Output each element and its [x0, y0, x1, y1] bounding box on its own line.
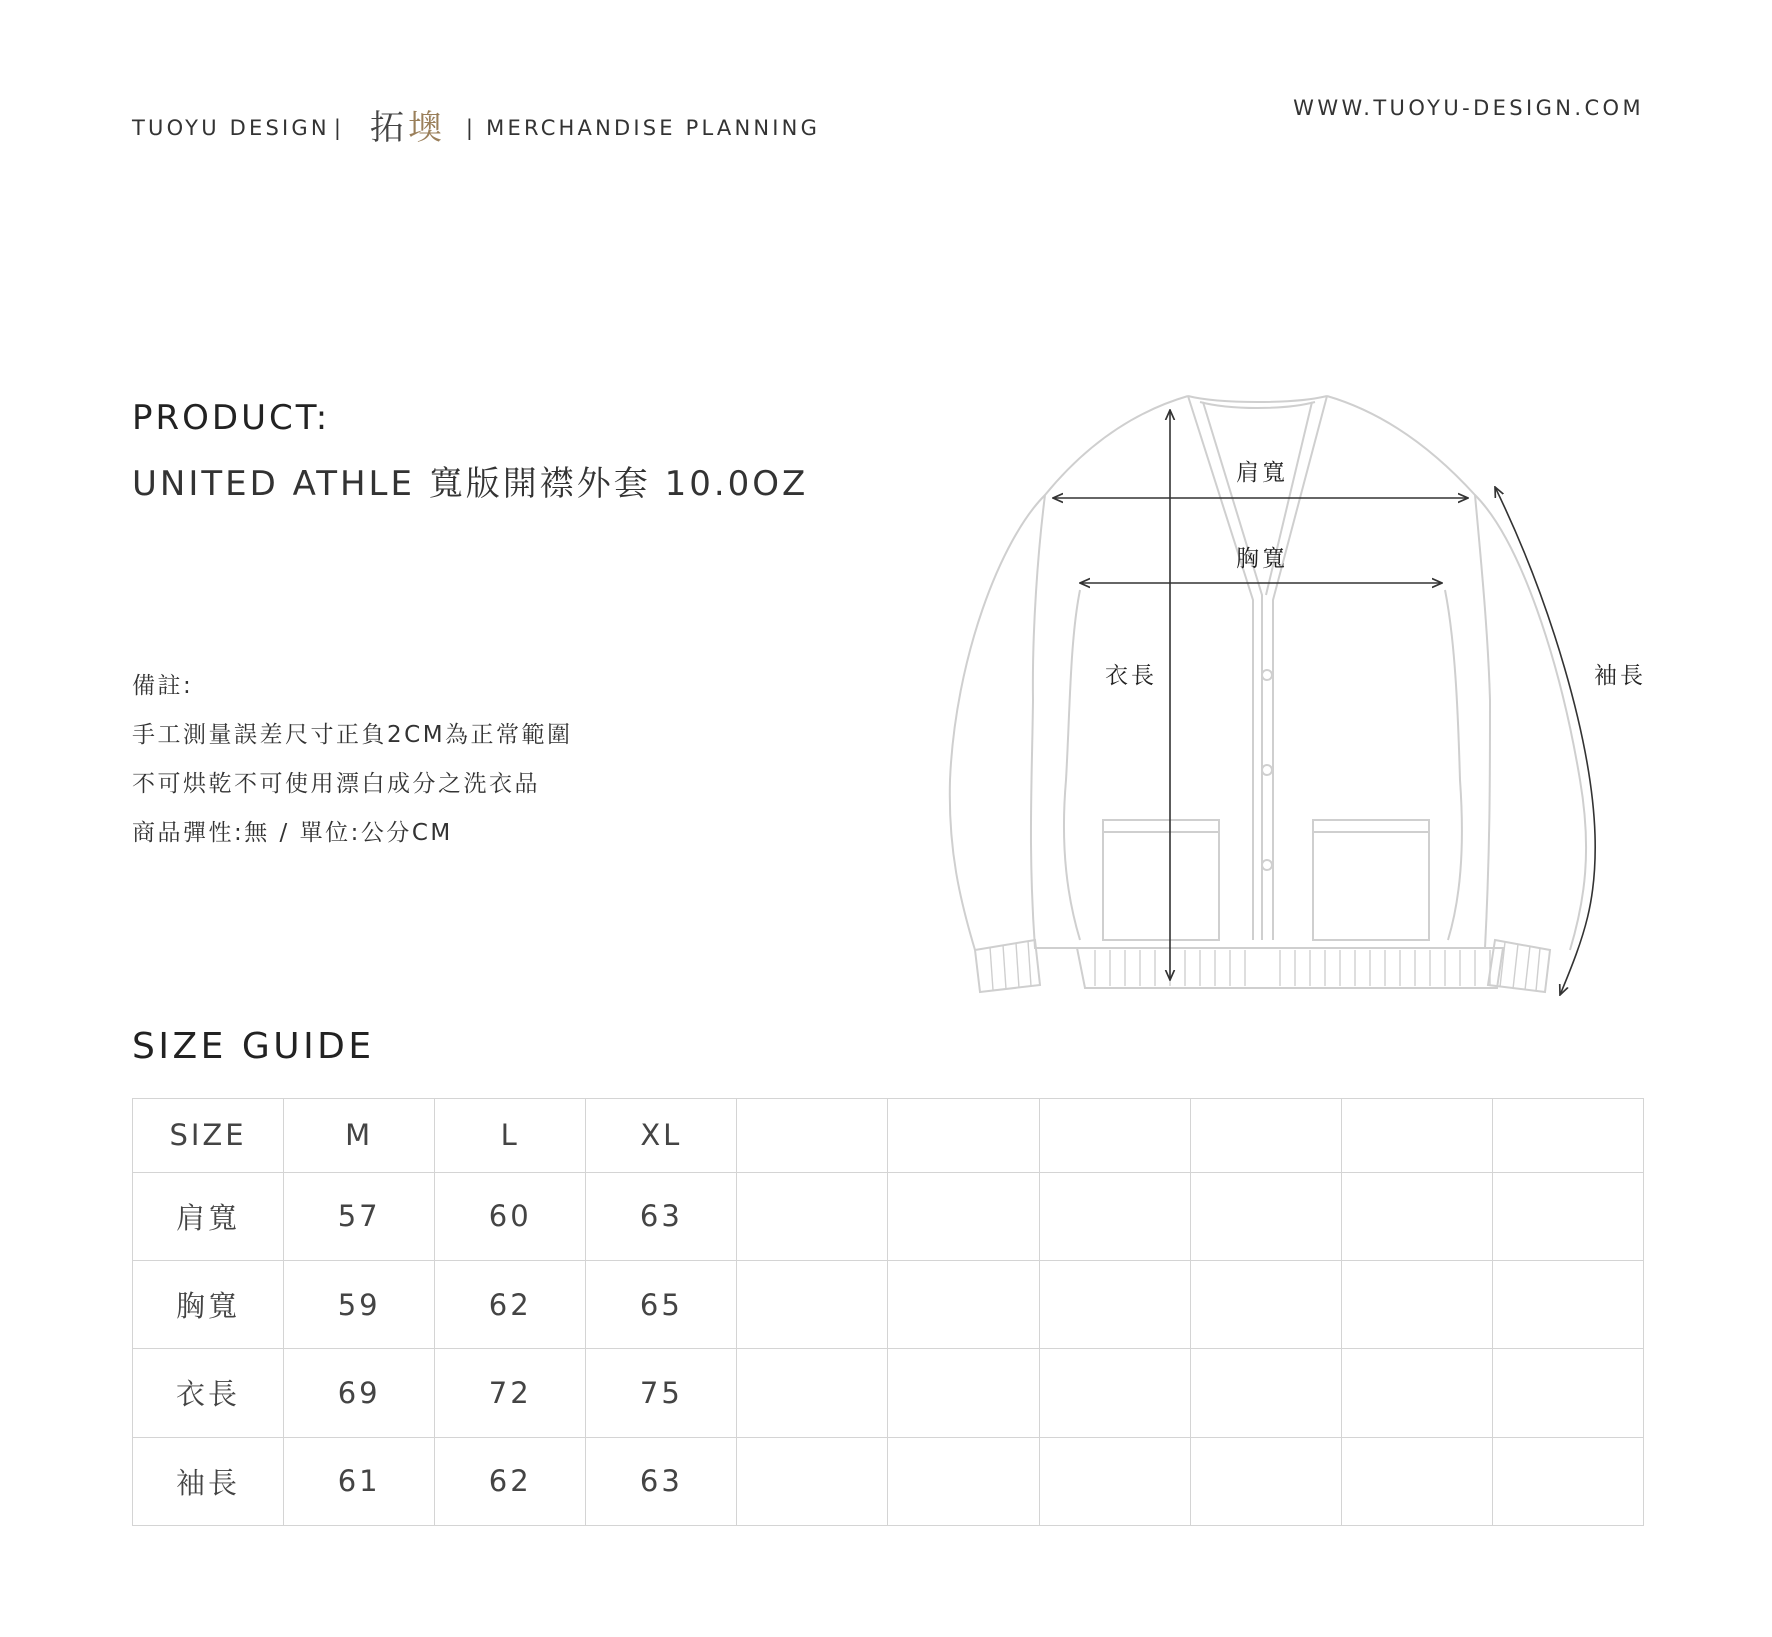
- table-row: [133, 1260, 1644, 1348]
- size-value-cell: [737, 1099, 888, 1173]
- page-header: [132, 86, 1644, 148]
- size-value-cell: [1341, 1172, 1492, 1260]
- brand-name: TUOYU DESIGN: [132, 116, 330, 140]
- logo-char-main: 拓: [369, 108, 408, 148]
- size-value-cell: [1341, 1349, 1492, 1437]
- brand-logo: [370, 108, 446, 148]
- row-label-cell: 袖長: [133, 1437, 284, 1525]
- size-value-cell: 62: [435, 1260, 586, 1348]
- size-value-cell: [1190, 1172, 1341, 1260]
- size-value-cell: [1341, 1260, 1492, 1348]
- product-label: PRODUCT:: [132, 398, 331, 438]
- size-value-cell: XL: [586, 1099, 737, 1173]
- row-label-cell: SIZE: [133, 1099, 284, 1173]
- size-value-cell: [1492, 1437, 1643, 1525]
- size-value-cell: 69: [284, 1349, 435, 1437]
- measurement-arrows: [1053, 410, 1595, 995]
- size-value-cell: [737, 1349, 888, 1437]
- size-value-cell: 62: [435, 1437, 586, 1525]
- size-value-cell: 63: [586, 1437, 737, 1525]
- product-name: UNITED ATHLE 寬版開襟外套 10.0OZ: [132, 464, 809, 504]
- brand-line: [132, 96, 821, 148]
- length-label: 衣長: [1105, 663, 1157, 689]
- size-value-cell: 65: [586, 1260, 737, 1348]
- care-notes: [132, 668, 573, 864]
- division-separator: |: [465, 116, 477, 140]
- logo-char-accent: 墺: [407, 108, 446, 148]
- notes-title: 備註:: [132, 673, 194, 699]
- size-value-cell: [1190, 1349, 1341, 1437]
- sleeve-label: 袖長: [1594, 663, 1646, 689]
- size-value-cell: [1190, 1260, 1341, 1348]
- row-label-cell: 肩寬: [133, 1172, 284, 1260]
- size-value-cell: [888, 1349, 1039, 1437]
- size-value-cell: L: [435, 1099, 586, 1173]
- row-label-cell: 衣長: [133, 1349, 284, 1437]
- size-value-cell: [737, 1437, 888, 1525]
- size-value-cell: [1039, 1099, 1190, 1173]
- garment-diagram: [920, 380, 1646, 1010]
- size-value-cell: [1492, 1260, 1643, 1348]
- size-table: [132, 1098, 1644, 1526]
- size-value-cell: [1341, 1437, 1492, 1525]
- brand-separator: |: [333, 116, 345, 140]
- website-url[interactable]: WWW.TUOYU-DESIGN.COM: [1293, 96, 1644, 120]
- size-value-cell: [888, 1172, 1039, 1260]
- size-value-cell: [888, 1099, 1039, 1173]
- size-value-cell: 60: [435, 1172, 586, 1260]
- table-row: [133, 1172, 1644, 1260]
- size-value-cell: [737, 1260, 888, 1348]
- notes-line-2: 不可烘乾不可使用漂白成分之洗衣品: [132, 771, 540, 797]
- size-value-cell: [888, 1260, 1039, 1348]
- size-guide-title: SIZE GUIDE: [132, 1026, 375, 1067]
- size-value-cell: 61: [284, 1437, 435, 1525]
- chest-label: 胸寬: [1236, 546, 1288, 572]
- row-label-cell: 胸寬: [133, 1260, 284, 1348]
- size-value-cell: [1039, 1260, 1190, 1348]
- size-value-cell: 59: [284, 1260, 435, 1348]
- table-row: [133, 1437, 1644, 1525]
- sleeve-arrow: [1495, 487, 1595, 995]
- size-value-cell: [1190, 1099, 1341, 1173]
- size-table-body: [133, 1099, 1644, 1526]
- size-value-cell: 57: [284, 1172, 435, 1260]
- size-value-cell: 72: [435, 1349, 586, 1437]
- size-value-cell: [1039, 1437, 1190, 1525]
- size-value-cell: 63: [586, 1172, 737, 1260]
- size-value-cell: M: [284, 1099, 435, 1173]
- size-value-cell: [1492, 1172, 1643, 1260]
- size-value-cell: [1039, 1349, 1190, 1437]
- shoulder-label: 肩寬: [1236, 460, 1288, 486]
- size-value-cell: [737, 1172, 888, 1260]
- table-header-row: [133, 1099, 1644, 1173]
- size-value-cell: [1039, 1172, 1190, 1260]
- notes-line-1: 手工測量誤差尺寸正負2CM為正常範圍: [132, 722, 573, 748]
- size-value-cell: [1492, 1099, 1643, 1173]
- size-value-cell: 75: [586, 1349, 737, 1437]
- size-value-cell: [1492, 1349, 1643, 1437]
- size-value-cell: [888, 1437, 1039, 1525]
- notes-line-3: 商品彈性:無 / 單位:公分CM: [132, 820, 453, 846]
- size-value-cell: [1341, 1099, 1492, 1173]
- table-row: [133, 1349, 1644, 1437]
- size-value-cell: [1190, 1437, 1341, 1525]
- division-name: MERCHANDISE PLANNING: [486, 116, 821, 140]
